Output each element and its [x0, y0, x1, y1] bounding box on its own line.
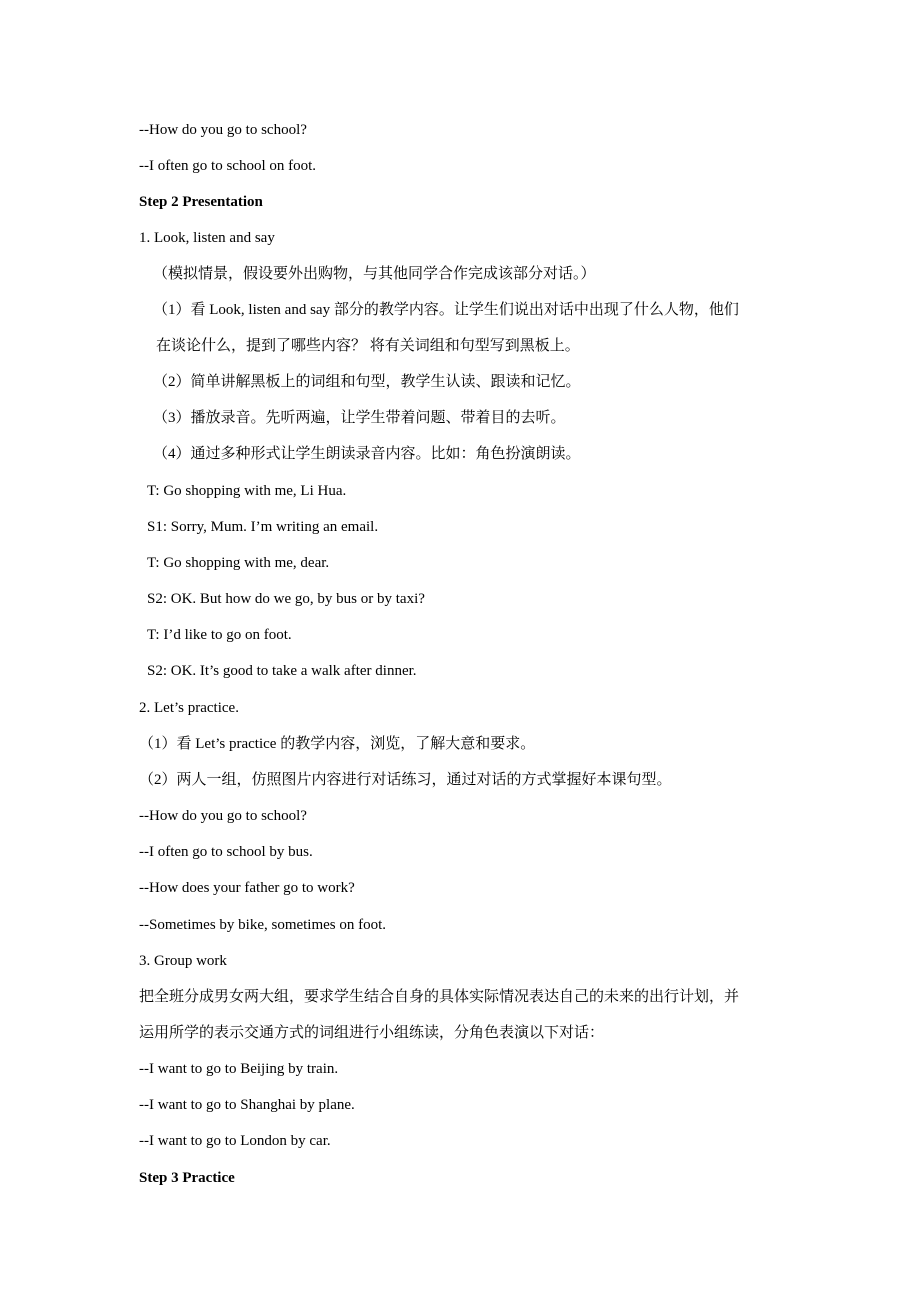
instruction-note: （模拟情景，假设要外出购物，与其他同学合作完成该部分对话。）	[153, 266, 596, 282]
dialog-line: T: Go shopping with me, Li Hua.	[147, 483, 347, 499]
dialog-line: --I want to go to London by car.	[139, 1133, 331, 1149]
dialog-line: T: I’d like to go on foot.	[147, 627, 292, 643]
dialog-line: --How do you go to school?	[139, 122, 307, 138]
paragraph-line: 运用所学的表示交通方式的词组进行小组练读，分角色表演以下对话：	[139, 1025, 605, 1041]
paragraph-line: 把全班分成男女两大组，要求学生结合自身的具体实际情况表达自己的未来的出行计划，并	[139, 989, 740, 1005]
instruction-item: （2）简单讲解黑板上的词组和句型，教学生认读、跟读和记忆。	[153, 374, 581, 390]
instruction-item: （1）看 Let’s practice 的教学内容，浏览，了解大意和要求。	[139, 736, 536, 752]
section-heading: Step 2 Presentation	[139, 194, 263, 210]
instruction-item: （2）两人一组，仿照图片内容进行对话练习，通过对话的方式掌握好本课句型。	[139, 772, 672, 788]
subsection-heading: 3. Group work	[139, 953, 227, 969]
dialog-line: S1: Sorry, Mum. I’m writing an email.	[147, 519, 379, 535]
dialog-line: S2: OK. But how do we go, by bus or by taxi?	[147, 591, 425, 607]
dialog-line: --I want to go to Beijing by train.	[139, 1061, 339, 1077]
section-heading: Step 3 Practice	[139, 1170, 235, 1186]
subsection-heading: 2. Let’s practice.	[139, 700, 239, 716]
instruction-item-continued: 在谈论什么，提到了哪些内容？ 将有关词组和句型写到黑板上。	[156, 338, 580, 354]
instruction-item: （4）通过多种形式让学生朗读录音内容。比如：角色扮演朗读。	[153, 446, 581, 462]
dialog-line: --I often go to school by bus.	[139, 844, 313, 860]
subsection-heading: 1. Look, listen and say	[139, 230, 275, 246]
dialog-line: --How does your father go to work?	[139, 880, 355, 896]
dialog-line: --How do you go to school?	[139, 808, 307, 824]
dialog-line: --I want to go to Shanghai by plane.	[139, 1097, 355, 1113]
dialog-line: --Sometimes by bike, sometimes on foot.	[139, 917, 387, 933]
dialog-line: S2: OK. It’s good to take a walk after dinner.	[147, 663, 417, 679]
instruction-item: （1）看 Look, listen and say 部分的教学内容。让学生们说出对话中出现了什么人物，他们	[153, 302, 739, 318]
instruction-item: （3）播放录音。先听两遍，让学生带着问题、带着目的去听。	[153, 410, 566, 426]
dialog-line: T: Go shopping with me, dear.	[147, 555, 330, 571]
dialog-line: --I often go to school on foot.	[139, 158, 317, 174]
